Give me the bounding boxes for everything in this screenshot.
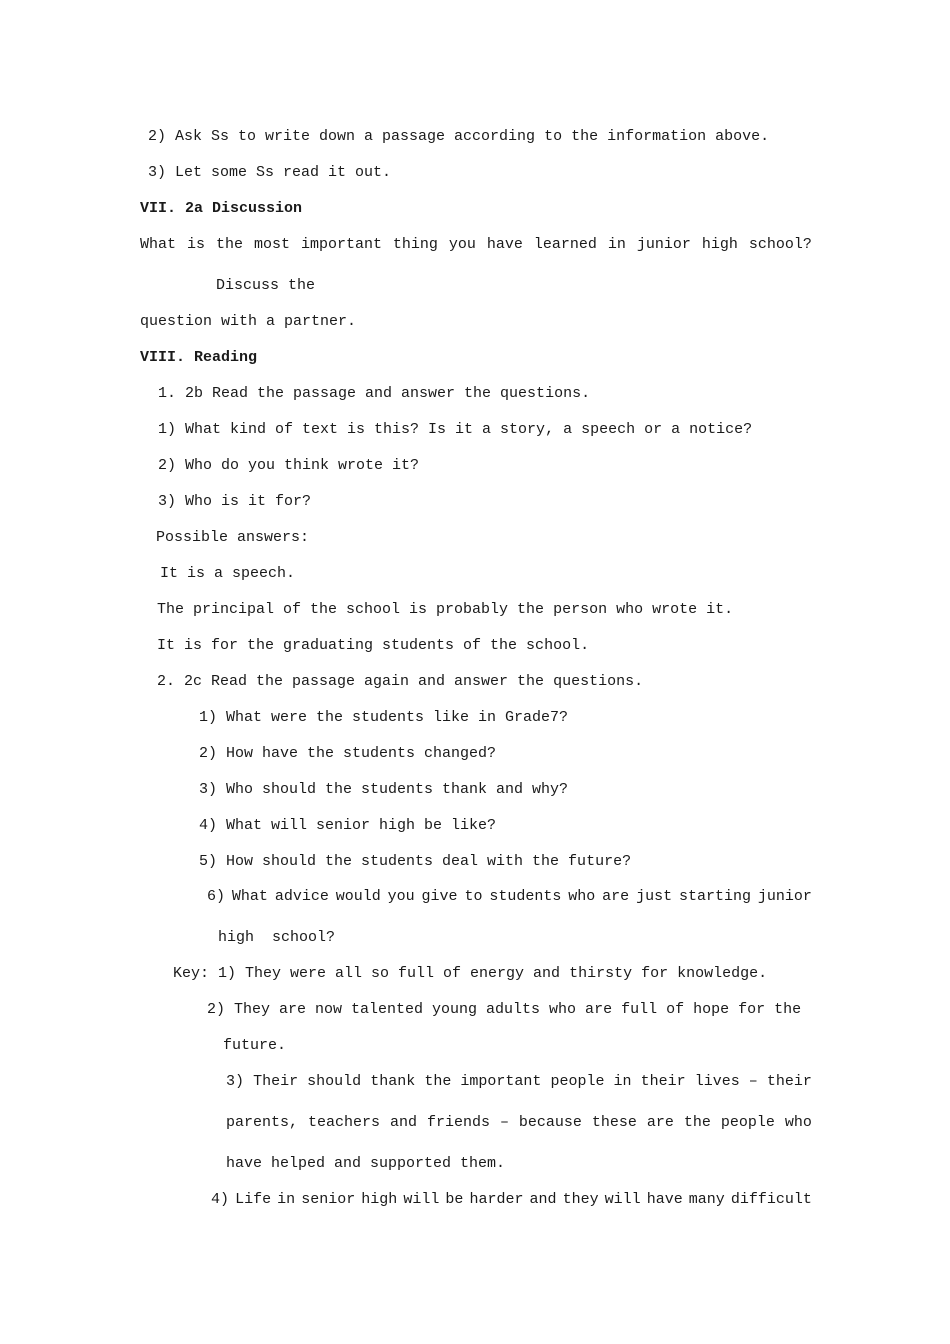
word: 6) [207,888,226,905]
word: students [489,888,562,905]
word: What [231,888,268,905]
justified-line [140,235,812,255]
text-line: It is a speech. [160,565,296,582]
word: learned [533,236,597,253]
text-line: 1. 2b Read the passage and answer the questions. [158,385,591,402]
text-line: 2) Ask Ss to write down a passage according to the information above. [148,128,770,145]
word: teachers [307,1114,380,1131]
justified-line [226,1113,812,1133]
word: high [701,236,738,253]
word: junior [757,888,812,905]
word: the [683,1114,711,1131]
word: harder [469,1191,524,1208]
word: many [688,1191,725,1208]
word: Life [235,1191,272,1208]
text-line: 3) Let some Ss read it out. [148,164,392,181]
word: starting [678,888,751,905]
word: What [140,236,177,253]
word: give [421,888,458,905]
text-line: 1) What kind of text is this? Is it a story, a speech or a notice? [158,421,753,438]
section-heading-discussion: VII. 2a Discussion [140,200,303,217]
word: the [424,1073,452,1090]
word: because [518,1114,582,1131]
text-line: 2) How have the students changed? [199,745,497,762]
word: high [361,1191,398,1208]
word: lives [694,1073,740,1090]
word: have [646,1191,683,1208]
word: – [499,1114,509,1131]
text-line: have helped and supported them. [226,1155,506,1172]
text-line: future. [223,1037,287,1054]
word: are [602,888,630,905]
word: Their [253,1073,299,1090]
section-heading-reading: VIII. Reading [140,349,258,366]
word: they [562,1191,599,1208]
word: junior [636,236,691,253]
text-line: 2. 2c Read the passage again and answer the questions. [157,673,644,690]
text-line: 1) What were the students like in Grade7? [199,709,569,726]
word: most [253,236,290,253]
word: senior [301,1191,356,1208]
text-line: The principal of the school is probably the person who wrote it. [157,601,734,618]
word: parents, [226,1114,299,1131]
text-line: 4) What will senior high be like? [199,817,497,834]
text-line: 3) Who is it for? [158,493,312,510]
word: and [389,1114,417,1131]
word: to [464,888,483,905]
word: thing [392,236,438,253]
text-line: 3) Who should the students thank and why? [199,781,569,798]
word: their [766,1073,812,1090]
word: 4) [211,1191,230,1208]
word: you [448,236,476,253]
text-line: It is for the graduating students of the school. [157,637,590,654]
word: will [604,1191,641,1208]
word: will [403,1191,440,1208]
word: who [784,1114,812,1131]
word: important [460,1073,542,1090]
word: just [636,888,673,905]
word: people [550,1073,605,1090]
word: be [445,1191,464,1208]
justified-line [207,887,812,907]
word: their [640,1073,686,1090]
word: 3) [226,1073,245,1090]
word: and [529,1191,557,1208]
word: you [387,888,415,905]
word: have [486,236,523,253]
word: the [215,236,243,253]
word: would [335,888,381,905]
text-line: Possible answers: [156,529,310,546]
word: – [748,1073,758,1090]
justified-line [211,1190,812,1210]
text-line: 2) Who do you think wrote it? [158,457,420,474]
text-line: question with a partner. [140,313,357,330]
justified-line [226,1072,812,1092]
text-line: Key: 1) They were all so full of energy and thirsty for knowledge. [173,965,768,982]
word: is [186,236,205,253]
word: thank [370,1073,416,1090]
word: in [613,1073,632,1090]
word: should [307,1073,362,1090]
word: are [646,1114,674,1131]
word: difficult [730,1191,812,1208]
text-line: Discuss the [216,277,316,294]
word: friends [426,1114,490,1131]
text-line: high school? [218,929,336,946]
word: these [591,1114,637,1131]
word: in [607,236,626,253]
text-line: 2) They are now talented young adults who are full of hope for the [207,1001,802,1018]
word: in [277,1191,296,1208]
word: school? [748,236,812,253]
text-line: 5) How should the students deal with the future? [199,853,632,870]
word: people [720,1114,775,1131]
word: important [300,236,382,253]
word: advice [274,888,329,905]
word: who [568,888,596,905]
